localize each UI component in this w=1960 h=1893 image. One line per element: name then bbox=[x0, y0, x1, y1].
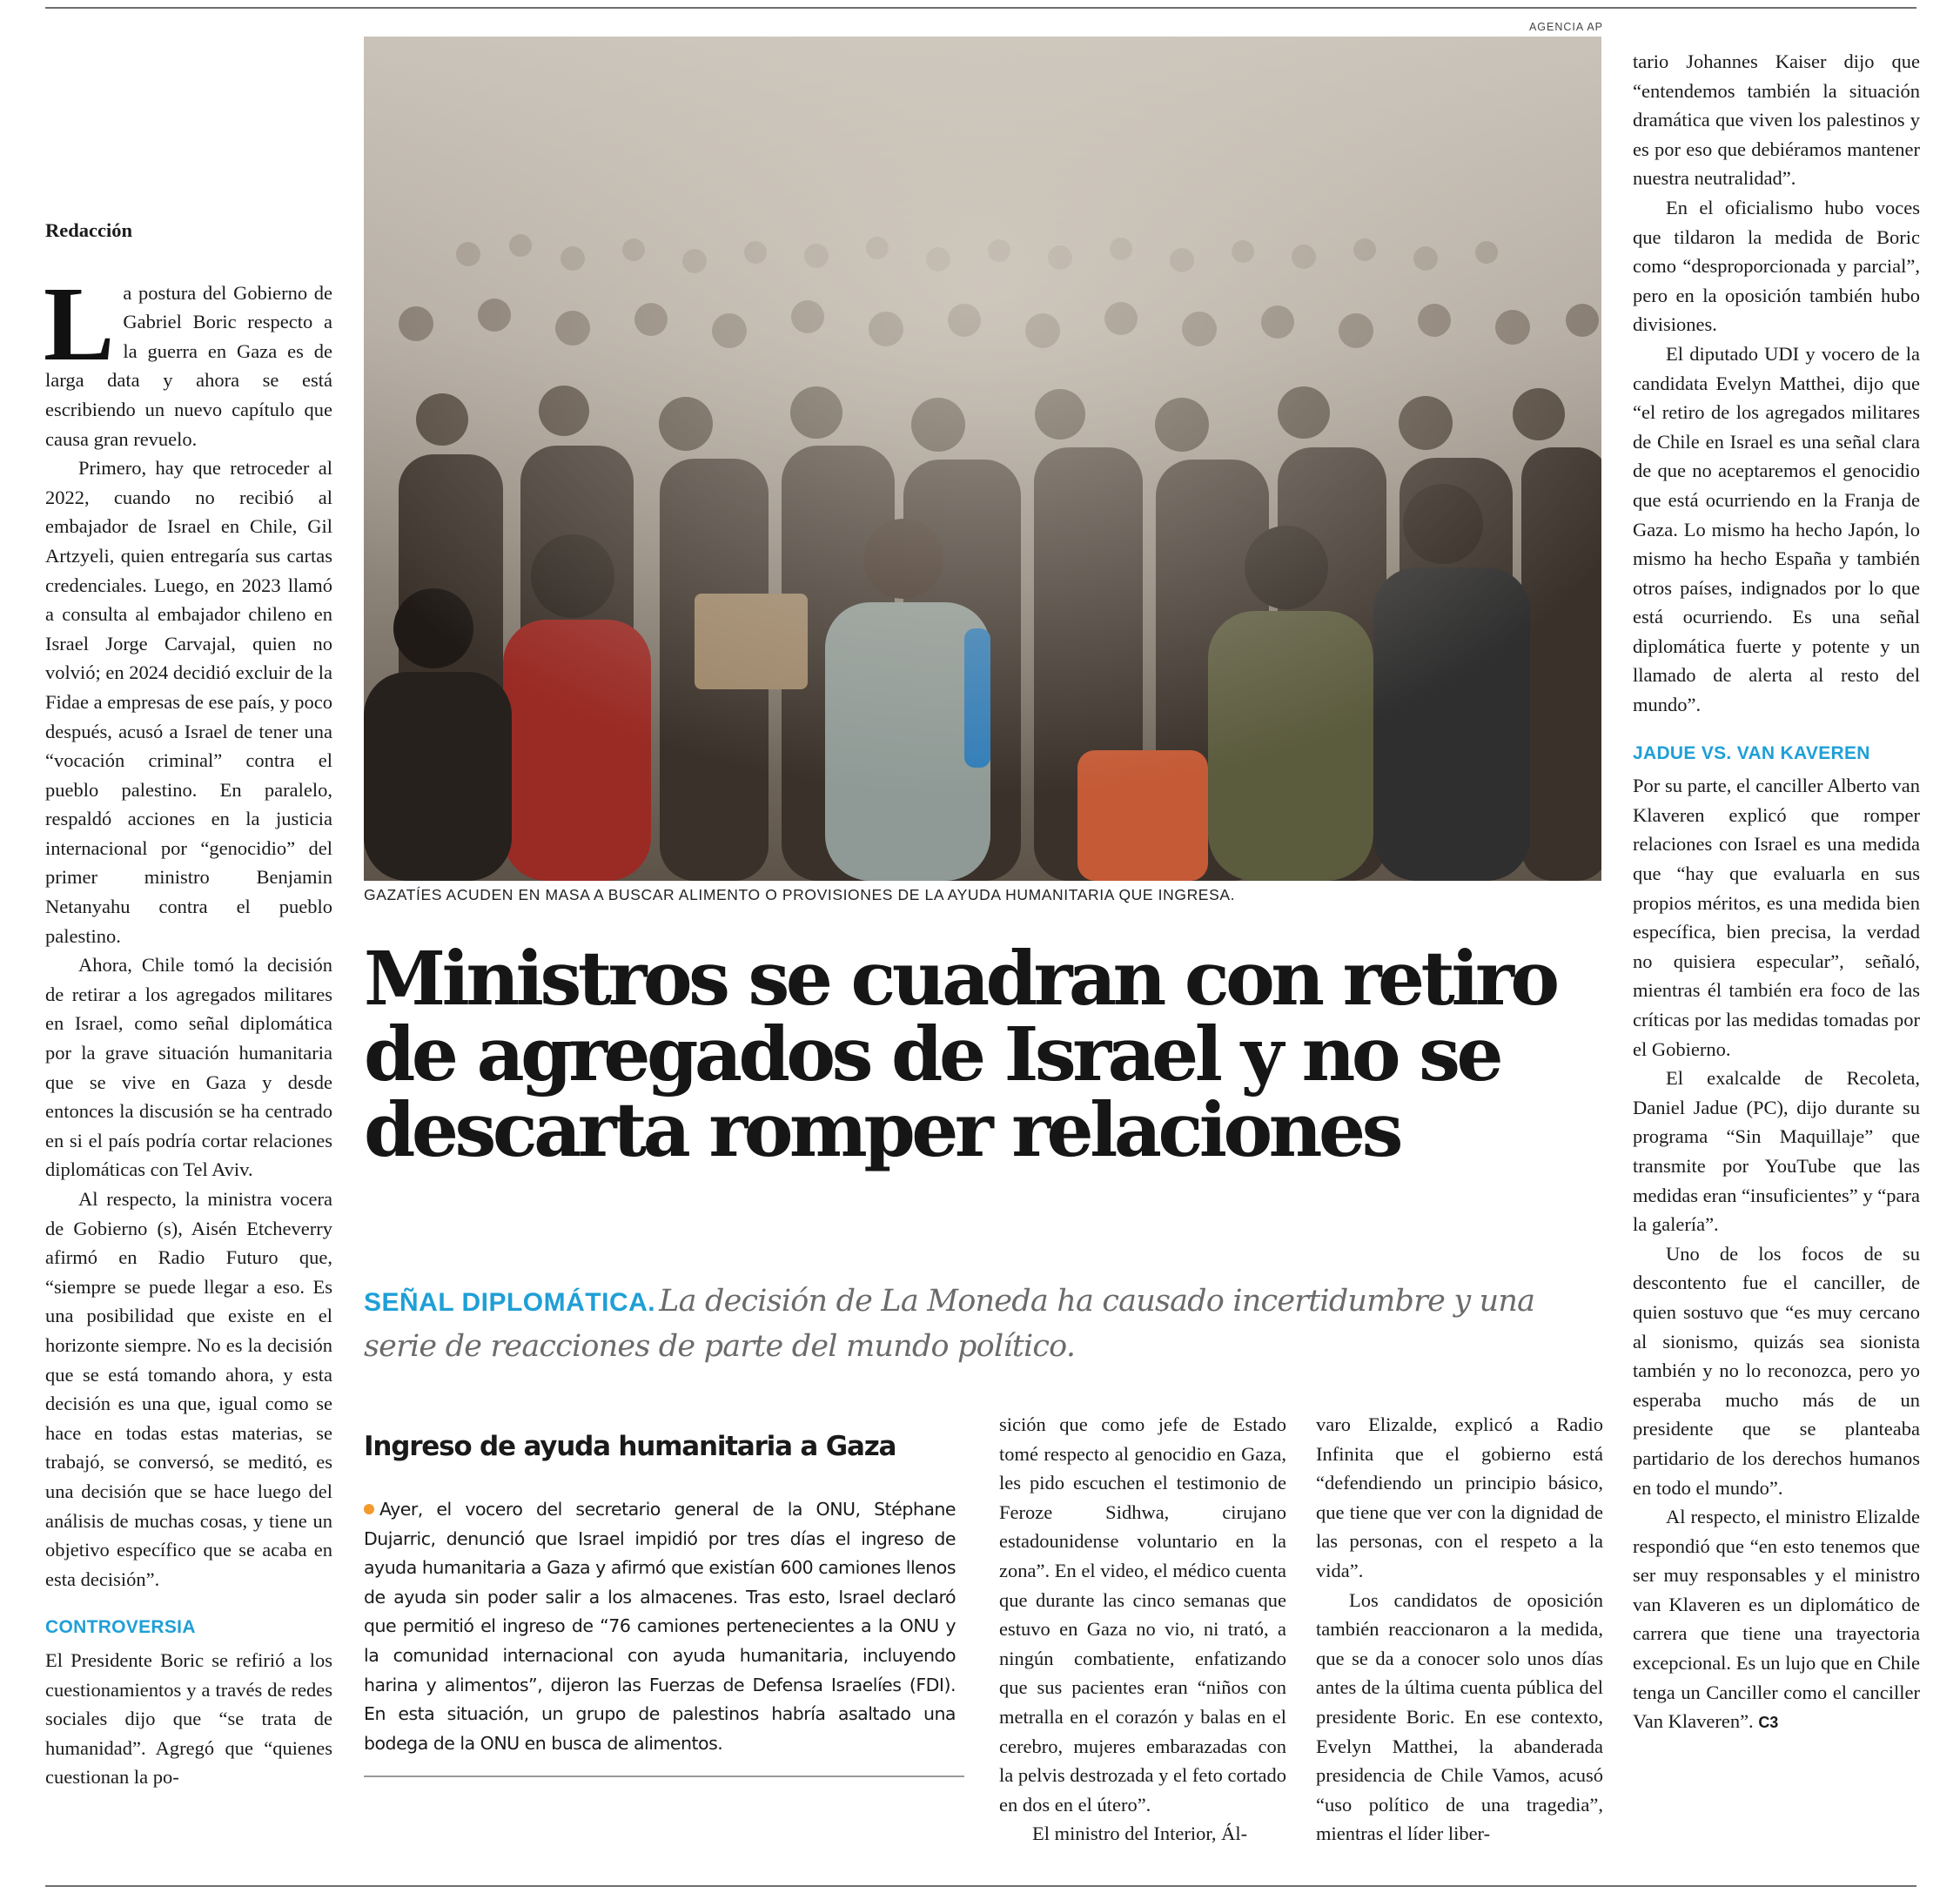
paragraph: Al respecto, la ministra vocera de Gobierno (s), Aisén Etcheverry afirmó en Radio Futuro que, “siempre se puede llegar a eso. Es una posibilidad que existe en el horizonte siempre. No es la decisión que se está tomando ahora, y esta decisión es una que, igual como se hace en todas estas materias, se trabajó, se conversó, se meditó, es una decisión que se hace luego del análisis de muchas cosas, y tiene un objetivo específico que se acaba en esta decisión”. bbox=[45, 1188, 332, 1590]
paragraph: El diputado UDI y vocero de la candidata Evelyn Matthei, dijo que “el retiro de los agregados militares de Chile en Israel es una señal clara de que no aceptaremos el genocidio que está ocurriendo en la Franja de Gaza. Lo mismo ha hecho Japón, lo mismo ha hecho España y también otros países, indignados por lo que está ocurriendo. Es una señal diplomática fuerte y potente y un llamado de alerta al resto del mundo”. bbox=[1633, 342, 1920, 716]
sidebar-box-rule bbox=[364, 1776, 964, 1777]
article-column-3 bbox=[999, 1410, 1286, 1849]
paragraph: Los candidatos de oposición también reaccionaron a la medida, que se da a conocer solo unos días antes de la última cuenta pública del presidente Boric. En ese contexto, Evelyn Matthei, la abanderada presidencia de Chile Vamos, acusó “uso político de una tragedia”, mientras el líder liber- bbox=[1316, 1588, 1603, 1845]
paragraph: Al respecto, el ministro Elizalde respondió que “en esto tenemos que ser muy responsables y el ministro van Klaveren es un diplomático de carrera que tiene una trayectoria excepcional. Es un lujo que en Chile tenga un Canciller como el canciller Van Klaveren”. C3 bbox=[1633, 1506, 1920, 1733]
photo-credit: AGENCIA AP bbox=[1528, 21, 1603, 33]
headline: Ministros se cuadran con retiro de agregados de Israel y no se descarta romper relaciones bbox=[364, 936, 1556, 1174]
bottom-rule bbox=[45, 1885, 1916, 1887]
deck-text: La decisión de La Moneda ha causado incertidumbre y una serie de reacciones de parte del mundo político. bbox=[364, 1284, 1535, 1364]
news-photo-crowd bbox=[364, 37, 1601, 881]
top-rule bbox=[45, 7, 1916, 9]
paragraph: sición que como jefe de Estado tomé respecto al genocidio en Gaza, les pido escuchen el testimonio de Feroze Sidhwa, cirujano estadounidense voluntario en la zona”. En el video, el médico cuenta que durante las cinco semanas que estuvo en Gaza no vio, ni trató, a ningún combatiente, enfatizando que sus pacientes eran “niños con metralla en el corazón y balas en el cerebro, mujeres embarazadas con la pelvis destrozada y el feto cortado en dos en el útero”. bbox=[999, 1413, 1286, 1816]
sidebar-box-title: Ingreso de ayuda humanitaria a Gaza bbox=[364, 1431, 896, 1462]
article-column-1 bbox=[45, 216, 332, 1792]
drop-cap: L bbox=[44, 265, 115, 383]
paragraph: El ministro del Interior, Ál- bbox=[1032, 1823, 1248, 1845]
deck bbox=[364, 1279, 1600, 1368]
article-column-5 bbox=[1633, 47, 1920, 1738]
article-column-4 bbox=[1316, 1410, 1603, 1849]
paragraph: En el oficialismo hubo voces que tildaron la medida de Boric como “desproporcionada y parcial”, pero en la oposición también hubo divisiones. bbox=[1633, 196, 1920, 336]
paragraph: Primero, hay que retroceder al 2022, cuando no recibió al embajador de Israel en Chile, Gil Artzyeli, quien entregaría sus cartas credenciales. Luego, en 2023 llamó a consulta al embajador chileno en Israel Jorge Carvajal, quien no volvió; en 2024 decidió excluir de la Fidae a empresas de ese país, y poco después, acusó a Israel de tener una “vocación criminal” contra el pueblo palestino. En paralelo, respaldó acciones en la justicia internacional por “genocidio” del primer ministro Benjamin Netanyahu contra el pueblo palestino. bbox=[45, 457, 332, 947]
end-mark-icon: C3 bbox=[1758, 1714, 1779, 1732]
paragraph: El Presidente Boric se refirió a los cuestionamientos y a través de redes sociales dijo que “se trata de humanidad”. Agregó que “quienes cuestionan la po- bbox=[45, 1648, 332, 1789]
paragraph: tario Johannes Kaiser dijo que “entendemos también la situación dramática que viven los palestinos y es por eso que debiéramos mantener nuestra neutralidad”. bbox=[1633, 50, 1920, 190]
subhead-controversia: CONTROVERSIA bbox=[45, 1617, 196, 1638]
paragraph: El exalcalde de Recoleta, Daniel Jadue (PC), dijo durante su programa “Sin Maquillaje” que transmite por YouTube que las medidas eran “insuficientes” y “para la galería”. bbox=[1633, 1067, 1920, 1236]
deck-kicker: SEÑAL DIPLOMÁTICA. bbox=[364, 1288, 656, 1317]
crowd-photo-illustration bbox=[364, 37, 1601, 881]
subhead-jadue-vs-van-kaveren: JADUE VS. VAN KAVEREN bbox=[1633, 742, 1870, 763]
paragraph: Uno de los focos de su descontento fue el canciller, de quien sostuvo que “es muy cercano al sionismo, quizás sea sionista también y no lo reconozca, pero yo esperaba mucho más de un presidente que se planteaba partidario de los derechos humanos en todo el mundo”. bbox=[1633, 1242, 1920, 1499]
lead-paragraph: La postura del Gobierno de Gabriel Boric respecto a la guerra en Gaza es de larga data y ahora se está escribiendo un nuevo capítulo que causa gran revuelo. bbox=[44, 265, 332, 450]
paragraph: Ahora, Chile tomó la decisión de retirar a los agregados militares en Israel, como señal diplomática por la grave situación humanitaria que se vive en Gaza y desde entonces la discusión se ha centrado en si el país podría cortar relaciones diplomáticas con Tel Aviv. bbox=[45, 954, 332, 1181]
photo-caption: GAZATÍES ACUDEN EN MASA A BUSCAR ALIMENTO O PROVISIONES DE LA AYUDA HUMANITARIA QUE INGRESA. bbox=[364, 886, 1236, 903]
bullet-dot-icon bbox=[364, 1504, 374, 1514]
byline: Redacción bbox=[45, 219, 132, 241]
sidebar-box-text: Ayer, el vocero del secretario general de la ONU, Stéphane Dujarric, denunció que Israel impidió por tres días el ingreso de ayuda humanitaria a Gaza y afirmó que existían 600 camiones llenos de ayuda sin poder salir a los almacenes. Tras esto, Israel declaró que permitió el ingreso de “76 camiones pertenecientes a la ONU y la comunidad internacional con ayuda humanitaria, incluyendo harina y alimentos”, dijeron las Fuerzas de Defensa Israelíes (FDI). En esta situación, un grupo de palestinos habría asaltado una bodega de la ONU en busca de alimentos. bbox=[364, 1499, 956, 1754]
paragraph: varo Elizalde, explicó a Radio Infinita que el gobierno está “defendiendo un principio básico, que tiene que ver con la dignidad de las personas, con el respeto a la vida”. bbox=[1316, 1413, 1603, 1581]
paragraph: Por su parte, el canciller Alberto van Klaveren explicó que romper relaciones con Israel es una medida que “hay que evaluarla en sus propios méritos, es una medida bien específica, bien precisa, la verdad no quisiera especular”, señaló, mientras él también era foco de las críticas por las medidas tomadas por el Gobierno. bbox=[1633, 775, 1920, 1060]
